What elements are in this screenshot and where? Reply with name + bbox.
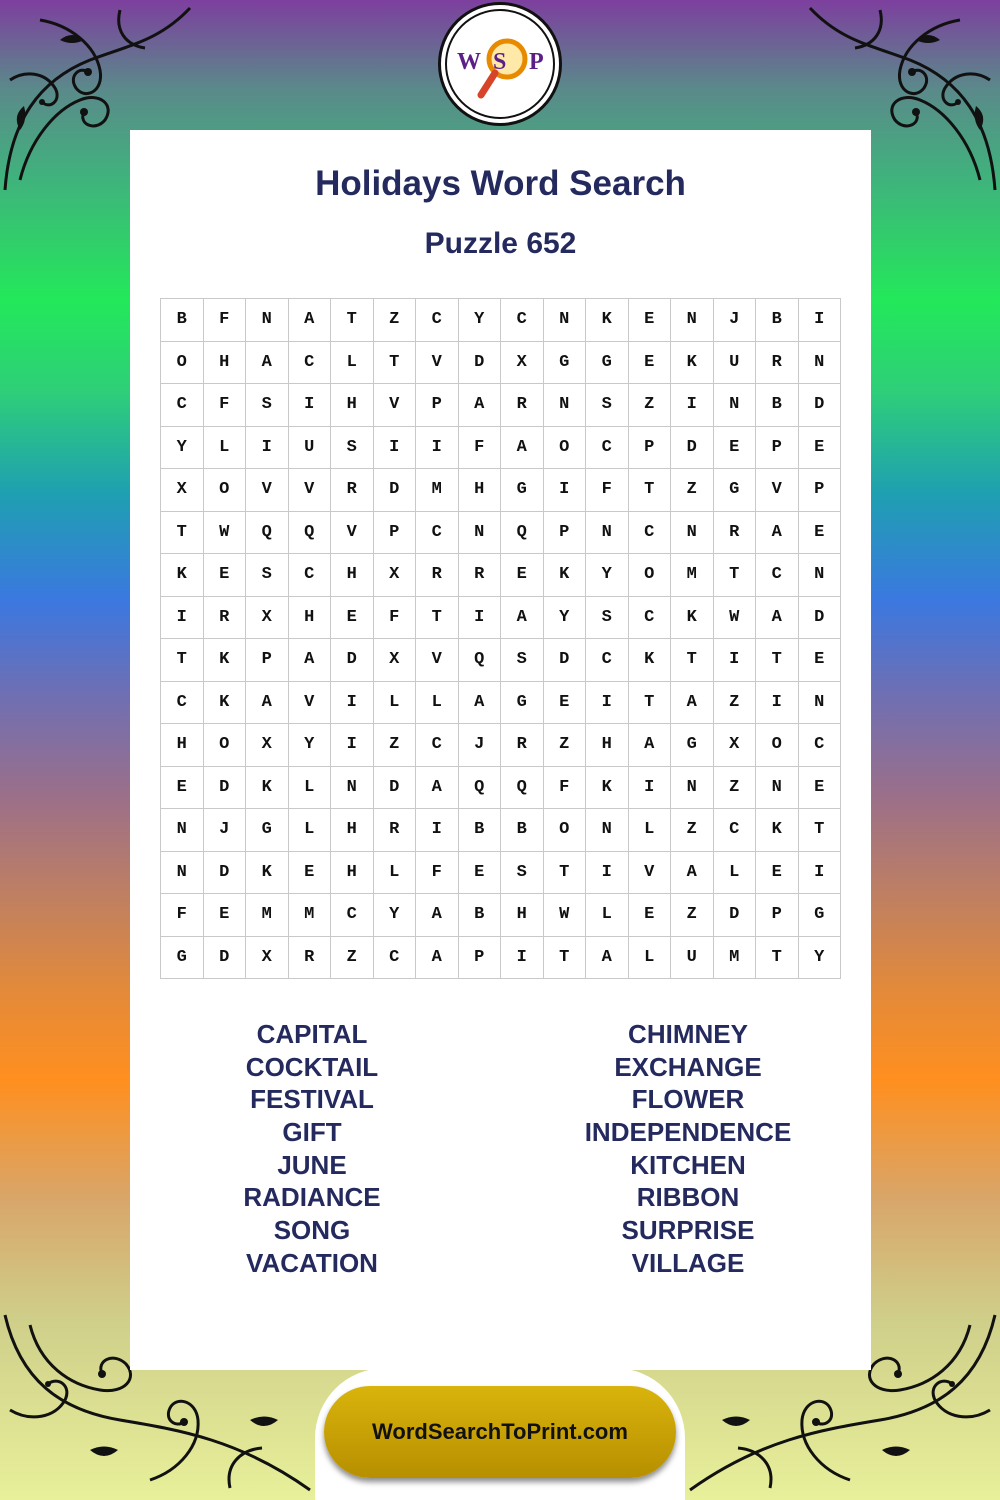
grid-cell: D (374, 767, 417, 810)
grid-cell: E (629, 342, 672, 385)
grid-cell: Z (374, 724, 417, 767)
grid-cell: K (246, 767, 289, 810)
grid-cell: T (544, 937, 587, 980)
grid-cell: N (714, 384, 757, 427)
grid-cell: S (331, 427, 374, 470)
logo-badge (445, 9, 555, 119)
grid-cell: C (161, 384, 204, 427)
grid-cell: S (246, 384, 289, 427)
grid-cell: E (204, 894, 247, 937)
grid-cell: H (459, 469, 502, 512)
grid-cell: L (331, 342, 374, 385)
grid-cell: V (289, 682, 332, 725)
grid-cell: I (714, 639, 757, 682)
grid-cell: F (374, 597, 417, 640)
grid-cell: N (756, 767, 799, 810)
grid-cell: H (331, 384, 374, 427)
grid-cell: P (544, 512, 587, 555)
grid-cell: G (799, 894, 842, 937)
grid-cell: M (289, 894, 332, 937)
grid-cell: A (246, 682, 289, 725)
grid-cell: E (799, 639, 842, 682)
grid-cell: Y (161, 427, 204, 470)
grid-cell: D (331, 639, 374, 682)
word-item: RADIANCE (243, 1182, 381, 1213)
grid-cell: R (714, 512, 757, 555)
grid-cell: Z (544, 724, 587, 767)
grid-cell: O (204, 469, 247, 512)
grid-cell: K (204, 682, 247, 725)
grid-cell: E (161, 767, 204, 810)
grid-cell: K (671, 597, 714, 640)
grid-cell: T (756, 937, 799, 980)
grid-cell: M (714, 937, 757, 980)
grid-cell: A (756, 597, 799, 640)
logo-letter-p: P (529, 49, 544, 75)
grid-cell: A (586, 937, 629, 980)
grid-cell: H (204, 342, 247, 385)
grid-cell: Q (459, 639, 502, 682)
grid-cell: Y (459, 299, 502, 342)
grid-cell: Q (501, 512, 544, 555)
grid-cell: P (246, 639, 289, 682)
word-item: SURPRISE (621, 1215, 755, 1246)
logo-letter-w: W (457, 49, 481, 75)
grid-cell: C (586, 639, 629, 682)
grid-cell: S (246, 554, 289, 597)
grid-cell: X (374, 554, 417, 597)
grid-cell: E (459, 852, 502, 895)
grid-cell: G (671, 724, 714, 767)
grid-cell: O (544, 427, 587, 470)
letter-grid (160, 298, 841, 979)
grid-cell: R (501, 724, 544, 767)
grid-cell: C (799, 724, 842, 767)
grid-cell: H (501, 894, 544, 937)
grid-cell: K (586, 299, 629, 342)
grid-cell: Z (374, 299, 417, 342)
word-item: FLOWER (631, 1084, 745, 1115)
grid-cell: Y (289, 724, 332, 767)
word-item: INDEPENDENCE (584, 1117, 792, 1148)
grid-cell: Q (501, 767, 544, 810)
grid-cell: W (544, 894, 587, 937)
word-list-right (528, 1018, 848, 1280)
grid-cell: M (671, 554, 714, 597)
word-item: EXCHANGE (614, 1051, 762, 1082)
grid-cell: O (161, 342, 204, 385)
word-item: FESTIVAL (250, 1084, 374, 1115)
grid-cell: I (331, 682, 374, 725)
grid-cell: T (416, 597, 459, 640)
grid-cell: M (246, 894, 289, 937)
grid-cell: B (756, 299, 799, 342)
grid-cell: P (374, 512, 417, 555)
grid-cell: U (671, 937, 714, 980)
grid-cell: Z (629, 384, 672, 427)
site-link-label: WordSearchToPrint.com (372, 1419, 628, 1444)
grid-cell: S (586, 384, 629, 427)
grid-cell: N (161, 852, 204, 895)
grid-cell: Z (671, 469, 714, 512)
grid-cell: V (629, 852, 672, 895)
grid-cell: I (544, 469, 587, 512)
grid-cell: N (799, 342, 842, 385)
grid-cell: S (501, 852, 544, 895)
word-item: VACATION (246, 1247, 378, 1278)
grid-cell: D (799, 597, 842, 640)
grid-cell: C (331, 894, 374, 937)
grid-cell: N (586, 809, 629, 852)
grid-cell: H (331, 554, 374, 597)
grid-cell: D (714, 894, 757, 937)
word-item: CHIMNEY (628, 1019, 748, 1049)
grid-cell: J (204, 809, 247, 852)
grid-cell: B (756, 384, 799, 427)
grid-cell: K (161, 554, 204, 597)
grid-cell: L (374, 682, 417, 725)
grid-cell: A (246, 342, 289, 385)
grid-cell: N (799, 682, 842, 725)
grid-cell: X (714, 724, 757, 767)
grid-cell: Y (799, 937, 842, 980)
grid-cell: A (416, 937, 459, 980)
grid-cell: T (714, 554, 757, 597)
site-link-button[interactable] (324, 1386, 676, 1478)
grid-cell: C (629, 512, 672, 555)
grid-cell: L (374, 852, 417, 895)
word-item: VILLAGE (631, 1247, 745, 1278)
grid-cell: R (374, 809, 417, 852)
grid-cell: C (586, 427, 629, 470)
grid-cell: T (629, 682, 672, 725)
grid-cell: D (544, 639, 587, 682)
grid-cell: R (416, 554, 459, 597)
grid-cell: F (204, 384, 247, 427)
grid-cell: Z (714, 767, 757, 810)
grid-cell: E (204, 554, 247, 597)
grid-cell: A (459, 682, 502, 725)
grid-cell: R (459, 554, 502, 597)
grid-cell: N (161, 809, 204, 852)
site-logo[interactable] (438, 2, 562, 126)
grid-cell: A (501, 597, 544, 640)
grid-cell: N (246, 299, 289, 342)
grid-cell: R (756, 342, 799, 385)
logo-letter-s: S (493, 49, 507, 75)
grid-cell: E (799, 512, 842, 555)
grid-cell: V (416, 342, 459, 385)
grid-cell: C (289, 554, 332, 597)
grid-cell: R (289, 937, 332, 980)
grid-cell: Q (459, 767, 502, 810)
grid-cell: F (459, 427, 502, 470)
grid-cell: O (544, 809, 587, 852)
grid-cell: E (629, 894, 672, 937)
grid-cell: X (246, 724, 289, 767)
grid-cell: I (416, 427, 459, 470)
word-item: KITCHEN (630, 1149, 746, 1180)
grid-cell: J (459, 724, 502, 767)
grid-cell: D (204, 767, 247, 810)
grid-cell: I (756, 682, 799, 725)
grid-cell: F (161, 894, 204, 937)
grid-cell: C (289, 342, 332, 385)
puzzle-sheet (130, 130, 871, 1370)
grid-cell: G (544, 342, 587, 385)
grid-cell: T (756, 639, 799, 682)
grid-cell: O (629, 554, 672, 597)
grid-cell: K (671, 342, 714, 385)
grid-cell: I (799, 852, 842, 895)
grid-cell: C (416, 724, 459, 767)
word-item: COCKTAIL (245, 1051, 379, 1082)
grid-cell: B (161, 299, 204, 342)
grid-cell: N (331, 767, 374, 810)
grid-cell: C (714, 809, 757, 852)
grid-cell: H (289, 597, 332, 640)
grid-cell: X (246, 937, 289, 980)
grid-cell: T (331, 299, 374, 342)
grid-cell: S (586, 597, 629, 640)
grid-cell: S (501, 639, 544, 682)
grid-cell: Q (289, 512, 332, 555)
grid-cell: X (161, 469, 204, 512)
grid-cell: H (331, 809, 374, 852)
grid-cell: V (374, 384, 417, 427)
grid-cell: W (714, 597, 757, 640)
grid-cell: D (459, 342, 502, 385)
grid-cell: K (246, 852, 289, 895)
grid-cell: C (756, 554, 799, 597)
grid-cell: N (544, 299, 587, 342)
grid-cell: P (416, 384, 459, 427)
grid-cell: F (204, 299, 247, 342)
grid-cell: X (246, 597, 289, 640)
puzzle-number: Puzzle 652 (424, 227, 577, 260)
grid-cell: P (629, 427, 672, 470)
grid-cell: T (374, 342, 417, 385)
grid-cell: K (586, 767, 629, 810)
grid-cell: O (756, 724, 799, 767)
grid-cell: T (544, 852, 587, 895)
grid-cell: N (671, 299, 714, 342)
grid-cell: P (756, 894, 799, 937)
grid-cell: M (416, 469, 459, 512)
grid-cell: L (629, 809, 672, 852)
grid-cell: I (459, 597, 502, 640)
word-item: SONG (273, 1215, 351, 1246)
grid-cell: L (416, 682, 459, 725)
grid-cell: L (289, 809, 332, 852)
grid-cell: V (416, 639, 459, 682)
grid-cell: A (501, 427, 544, 470)
grid-cell: I (671, 384, 714, 427)
grid-cell: T (161, 639, 204, 682)
grid-cell: A (416, 894, 459, 937)
grid-cell: Y (374, 894, 417, 937)
grid-cell: I (374, 427, 417, 470)
grid-cell: N (586, 512, 629, 555)
grid-cell: B (459, 894, 502, 937)
grid-cell: Q (246, 512, 289, 555)
grid-cell: F (544, 767, 587, 810)
grid-cell: R (501, 384, 544, 427)
grid-cell: E (799, 767, 842, 810)
grid-cell: K (544, 554, 587, 597)
grid-cell: W (204, 512, 247, 555)
grid-cell: A (289, 639, 332, 682)
grid-cell: I (799, 299, 842, 342)
grid-cell: K (756, 809, 799, 852)
grid-cell: T (161, 512, 204, 555)
grid-cell: I (586, 852, 629, 895)
grid-cell: G (501, 469, 544, 512)
grid-cell: V (246, 469, 289, 512)
grid-cell: H (331, 852, 374, 895)
grid-cell: Z (671, 809, 714, 852)
grid-cell: D (204, 852, 247, 895)
grid-cell: C (501, 299, 544, 342)
grid-cell: G (714, 469, 757, 512)
grid-cell: O (204, 724, 247, 767)
grid-cell: I (501, 937, 544, 980)
grid-cell: J (714, 299, 757, 342)
grid-cell: I (629, 767, 672, 810)
grid-cell: U (714, 342, 757, 385)
grid-cell: E (544, 682, 587, 725)
grid-cell: N (544, 384, 587, 427)
grid-cell: T (629, 469, 672, 512)
grid-cell: K (629, 639, 672, 682)
grid-cell: V (331, 512, 374, 555)
grid-cell: H (586, 724, 629, 767)
grid-cell: A (756, 512, 799, 555)
grid-cell: A (416, 767, 459, 810)
grid-cell: I (289, 384, 332, 427)
word-item: RIBBON (636, 1182, 740, 1213)
grid-cell: F (416, 852, 459, 895)
grid-cell: I (331, 724, 374, 767)
grid-cell: G (161, 937, 204, 980)
word-list-left (152, 1018, 472, 1280)
grid-cell: E (501, 554, 544, 597)
grid-cell: D (204, 937, 247, 980)
grid-cell: R (204, 597, 247, 640)
grid-cell: K (204, 639, 247, 682)
grid-cell: B (459, 809, 502, 852)
grid-cell: L (289, 767, 332, 810)
grid-cell: V (756, 469, 799, 512)
grid-cell: E (629, 299, 672, 342)
grid-cell: C (416, 299, 459, 342)
grid-cell: L (629, 937, 672, 980)
grid-cell: Z (714, 682, 757, 725)
grid-cell: N (459, 512, 502, 555)
word-item: JUNE (277, 1149, 347, 1180)
grid-cell: D (799, 384, 842, 427)
grid-cell: Z (331, 937, 374, 980)
grid-cell: P (756, 427, 799, 470)
grid-cell: D (671, 427, 714, 470)
grid-cell: A (459, 384, 502, 427)
word-item: GIFT (282, 1117, 342, 1148)
grid-cell: E (756, 852, 799, 895)
grid-cell: X (501, 342, 544, 385)
grid-cell: L (714, 852, 757, 895)
grid-cell: V (289, 469, 332, 512)
grid-cell: G (586, 342, 629, 385)
grid-cell: A (289, 299, 332, 342)
grid-cell: D (374, 469, 417, 512)
grid-cell: X (374, 639, 417, 682)
grid-cell: R (331, 469, 374, 512)
grid-cell: C (374, 937, 417, 980)
grid-cell: N (799, 554, 842, 597)
grid-cell: A (671, 852, 714, 895)
grid-cell: I (416, 809, 459, 852)
grid-cell: E (714, 427, 757, 470)
grid-cell: B (501, 809, 544, 852)
grid-cell: L (586, 894, 629, 937)
grid-cell: E (289, 852, 332, 895)
grid-cell: N (671, 512, 714, 555)
grid-cell: G (246, 809, 289, 852)
grid-cell: P (799, 469, 842, 512)
grid-cell: Z (671, 894, 714, 937)
grid-cell: T (799, 809, 842, 852)
grid-cell: L (204, 427, 247, 470)
page-title: Holidays Word Search (315, 164, 686, 203)
grid-cell: C (161, 682, 204, 725)
grid-cell: A (671, 682, 714, 725)
grid-cell: U (289, 427, 332, 470)
grid-cell: C (629, 597, 672, 640)
grid-cell: C (416, 512, 459, 555)
grid-cell: A (629, 724, 672, 767)
grid-cell: I (161, 597, 204, 640)
grid-cell: T (671, 639, 714, 682)
grid-cell: Y (586, 554, 629, 597)
word-item: CAPITAL (256, 1019, 368, 1049)
grid-cell: H (161, 724, 204, 767)
grid-cell: I (246, 427, 289, 470)
grid-cell: I (586, 682, 629, 725)
grid-cell: G (501, 682, 544, 725)
grid-cell: N (671, 767, 714, 810)
grid-cell: P (459, 937, 502, 980)
grid-cell: E (799, 427, 842, 470)
grid-cell: E (331, 597, 374, 640)
grid-cell: F (586, 469, 629, 512)
grid-cell: Y (544, 597, 587, 640)
